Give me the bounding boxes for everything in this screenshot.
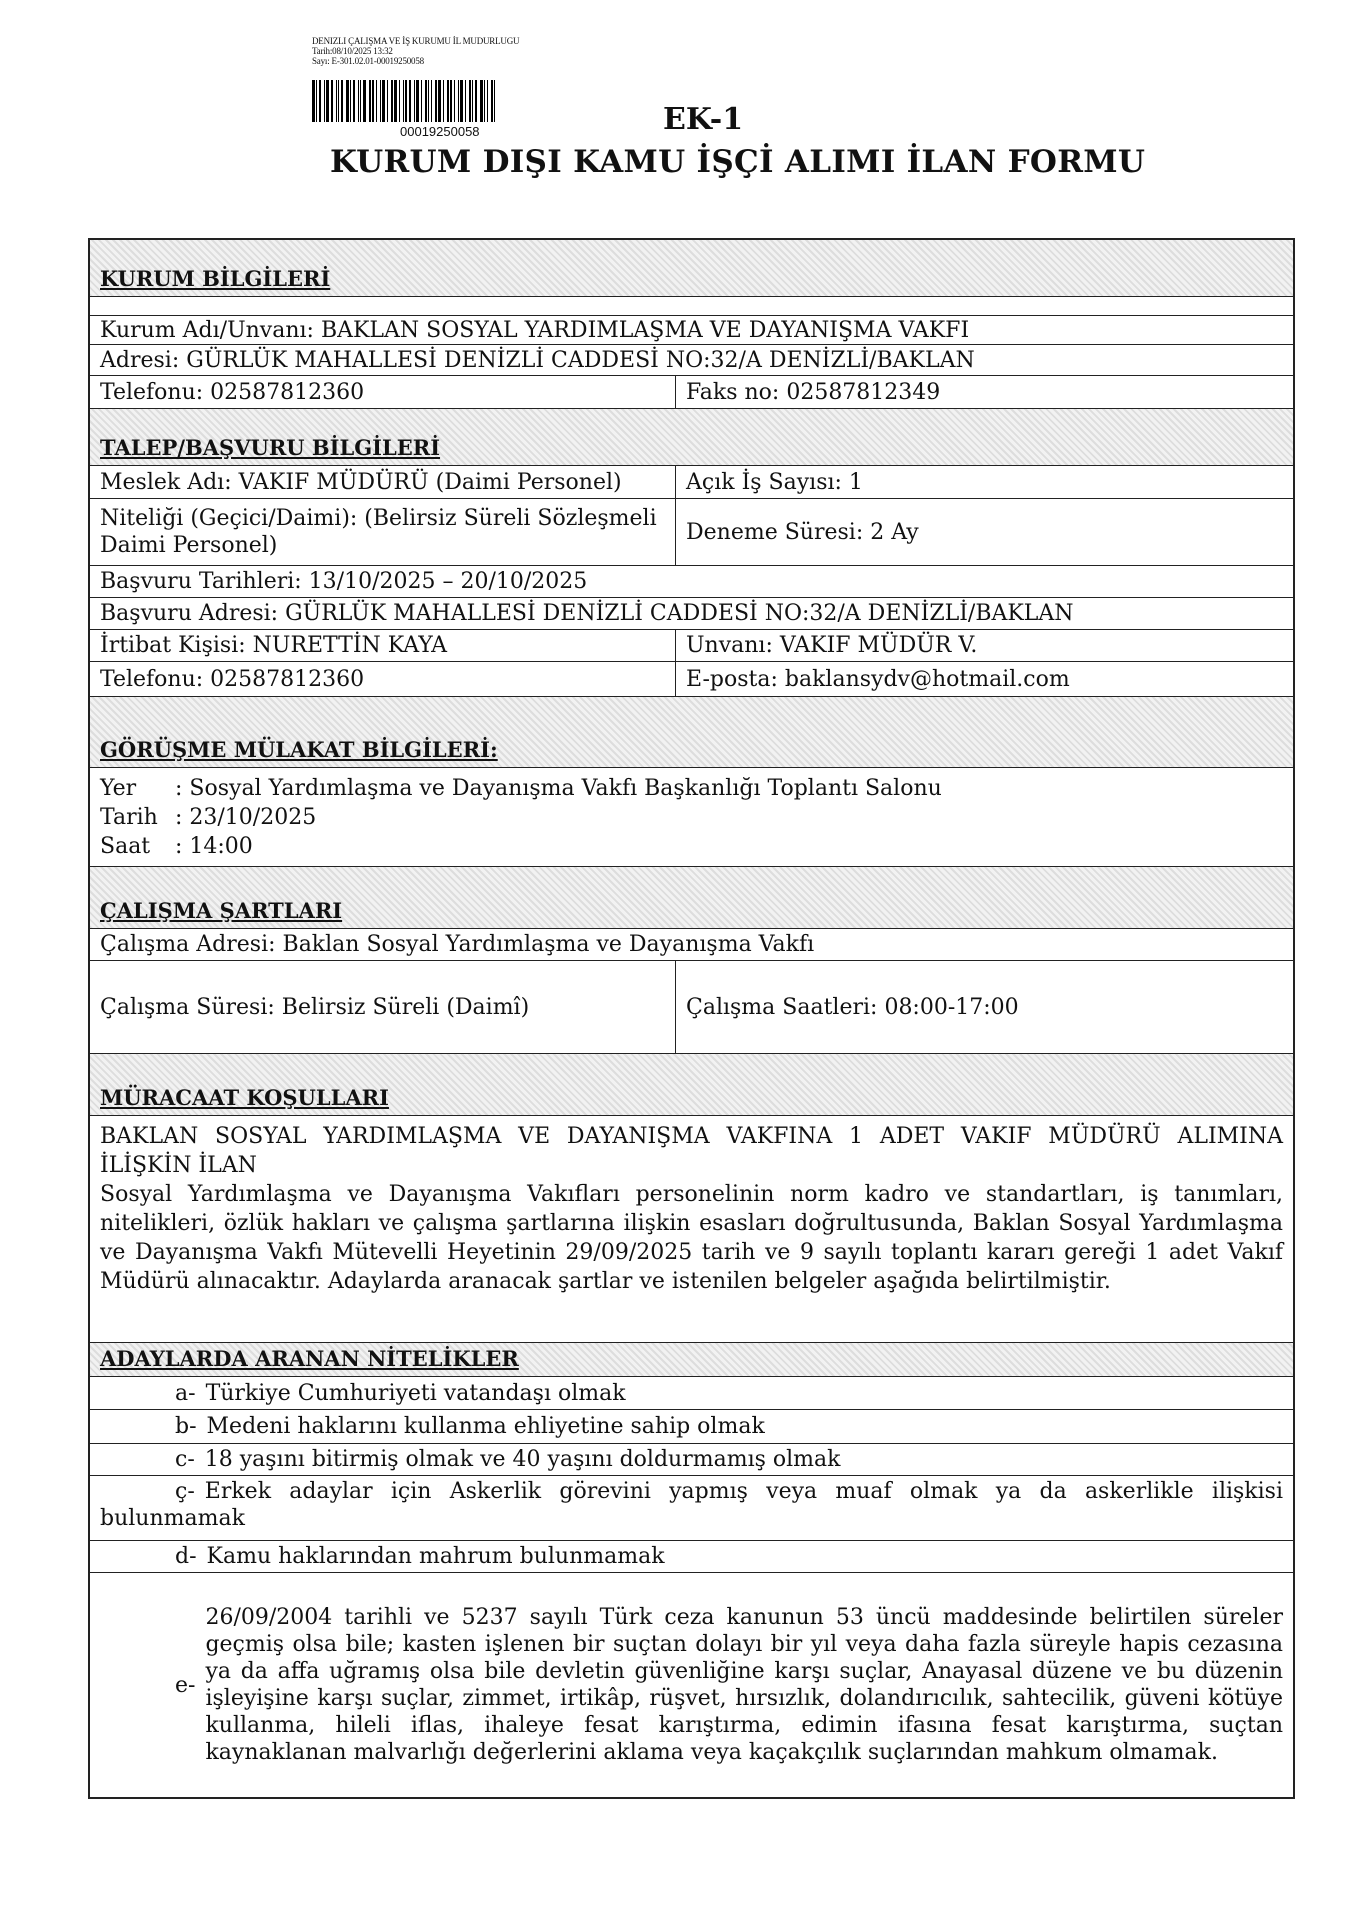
nitelik: Niteliği (Geçici/Daimi): (Belirsiz Süreli Sözleşmeli Daimi Personel): [90, 499, 676, 565]
barcode-bar: [353, 80, 355, 122]
barcode-bar: [336, 80, 337, 122]
barcode-bar: [465, 80, 466, 122]
ilan-body: Sosyal Yardımlaşma ve Dayanışma Vakıfları personelinin norm kadro ve standartları, iş tanımları, nitelikleri, özlük hakları ve çalışma şartlarına ilişkin esasları doğrultusunda, Baklan Sosyal Yardımlaşma ve Dayanışma Vakfı Mütevelli Heyetinin 29/09/2025 tarih ve 9 sayılı toplantı kararı gereği 1 adet Vakıf Müdürü alınacaktır. Adaylarda aranacak şartlar ve istenilen belgeler aşağıda belirtilmiştir.: [100, 1182, 1283, 1294]
barcode-bar: [338, 80, 339, 122]
item-label: d-: [175, 1544, 197, 1569]
saat-label: Saat: [100, 834, 151, 859]
barcode-bar: [387, 80, 388, 122]
barcode-bar: [324, 80, 325, 122]
barcode-bar: [443, 80, 444, 122]
barcode-bar: [487, 80, 488, 122]
nitelik-item: [90, 1541, 1293, 1573]
yer-label: Yer: [100, 776, 137, 801]
barcode-bar: [454, 80, 455, 122]
stamp-number: Sayı: E-301.02.01-00019250058: [312, 56, 424, 66]
barcode-bar: [416, 80, 419, 122]
item-label: b-: [175, 1414, 197, 1439]
unvan: Unvanı: VAKIF MÜDÜR V.: [686, 633, 978, 658]
kurum-faks: Faks no: 02587812349: [686, 379, 941, 405]
barcode-bar: [391, 80, 393, 122]
nitelik-item: [90, 1410, 1293, 1444]
section-title: ADAYLARDA ARANAN NİTELİKLER: [100, 1346, 519, 1371]
nitelik-item: [90, 1476, 1293, 1541]
item-text: Kamu haklarından mahrum bulunmamak: [206, 1544, 665, 1569]
basvuru-adres-row: [90, 598, 1293, 630]
section-gorusme-header: [90, 697, 1293, 768]
item-text: 26/09/2004 tarihli ve 5237 sayılı Türk ceza kanunun 53 üncü maddesinde belirtilen süreler geçmiş olsa bile; kasten işlenen bir suçtan dolayı bir yıl veya daha fazla süreyle hapis cezasına ya da affa uğramış olsa bile devletin güvenliğine karşı suçlar, Anayasal düzene ve bu düzenin işleyişine karşı suçlar, zimmet, irtikâp, rüşvet, hırsızlık, dolandırıcılık, sahtecilik, güveni kötüye kullanma, hileli iflas, ihaleye fesat karıştırma, edimin ifasına fesat karıştırma, suçtan kaynaklanan malvarlığı değerlerini aklama veya kaçakçılık suçlarından mahkum olmamak.: [205, 1605, 1283, 1765]
talep-contact-row: [90, 662, 1293, 697]
section-nitelikler-header: [90, 1343, 1293, 1377]
irtibat-row: [90, 630, 1293, 662]
barcode-bar: [475, 80, 477, 122]
tarih: : 23/10/2025: [175, 805, 317, 830]
barcode-bar: [428, 80, 429, 122]
barcode-bar: [469, 80, 471, 122]
basvuru-adres: Başvuru Adresi: GÜRLÜK MAHALLESİ DENİZLİ CADDESİ NO:32/A DENİZLİ/BAKLAN: [100, 601, 1074, 626]
barcode-bar: [438, 80, 441, 122]
barcode-bar: [376, 80, 377, 122]
kurum-contact-row: [90, 376, 1293, 409]
item-text: Medeni haklarını kullanma ehliyetine sahip olmak: [206, 1414, 765, 1439]
barcode-bar: [480, 80, 483, 122]
gorusme-details: [90, 768, 1293, 867]
section-title: TALEP/BAŞVURU BİLGİLERİ: [100, 435, 441, 460]
yer: : Sosyal Yardımlaşma ve Dayanışma Vakfı Başkanlığı Toplantı Salonu: [175, 776, 942, 801]
barcode-bar: [358, 80, 359, 122]
saat: : 14:00: [175, 834, 253, 859]
calisma-adres-row: [90, 929, 1293, 961]
barcode-bar: [435, 80, 437, 122]
barcode-bar: [450, 80, 452, 122]
item-label: ç-: [175, 1479, 195, 1504]
nitelik-item: [90, 1377, 1293, 1410]
kurum-adres: Adresi: GÜRLÜK MAHALLESİ DENİZLİ CADDESİ NO:32/A DENİZLİ/BAKLAN: [100, 347, 975, 373]
kurum-adres-row: [90, 345, 1293, 376]
tarih-label: Tarih: [100, 805, 158, 830]
barcode-bar: [409, 80, 411, 122]
basvuru-tarihleri: Başvuru Tarihleri: 13/10/2025 – 20/10/2025: [100, 569, 588, 594]
kurum-adi-row: [90, 315, 1293, 345]
barcode-bar: [341, 80, 343, 122]
barcode-bar: [484, 80, 485, 122]
section-title: ÇALIŞMA ŞARTLARI: [100, 898, 343, 923]
calisma-sure: Çalışma Süresi: Belirsiz Süreli (Daimî): [90, 961, 676, 1053]
section-calisma-header: [90, 867, 1293, 929]
calisma-saatleri: Çalışma Saatleri: 08:00-17:00: [686, 994, 1019, 1020]
barcode-bar: [425, 80, 427, 122]
meslek: Meslek Adı: VAKIF MÜDÜRÜ (Daimi Personel): [90, 466, 676, 498]
barcode-bar: [319, 80, 321, 122]
barcode-bar: [369, 80, 371, 122]
barcode-bar: [494, 80, 495, 122]
section-muracaat-header: [90, 1054, 1293, 1116]
talep-telefon: Telefonu: 02587812360: [90, 662, 676, 696]
meslek-row: [90, 466, 1293, 499]
annex-label: EK-1: [663, 102, 744, 137]
nitelikler-list: [90, 1377, 1293, 1797]
barcode-bar: [331, 80, 333, 122]
irtibat: İrtibat Kişisi: NURETTİN KAYA: [90, 630, 676, 661]
item-text: 18 yaşını bitirmiş olmak ve 40 yaşını doldurmamış olmak: [204, 1447, 841, 1472]
barcode-bar: [363, 80, 366, 122]
barcode-bar: [394, 80, 397, 122]
barcode-bar: [316, 80, 317, 122]
barcode-bar: [405, 80, 407, 122]
barcode-bar: [414, 80, 415, 122]
barcode-bar: [360, 80, 361, 122]
section-talep-header: [90, 409, 1293, 466]
item-label: e-: [175, 1672, 196, 1698]
tarihler-row: [90, 566, 1293, 598]
barcode-bar: [460, 80, 463, 122]
barcode-bar: [326, 80, 329, 122]
barcode-number: 00019250058: [400, 124, 480, 139]
barcode-bar: [447, 80, 449, 122]
barcode-bar: [491, 80, 493, 122]
barcode-bar: [312, 80, 315, 122]
barcode-bar: [380, 80, 381, 122]
ilan-text-row: [90, 1116, 1293, 1343]
nitelik-row: [90, 499, 1293, 566]
barcode-bar: [346, 80, 349, 122]
section-title: GÖRÜŞME MÜLAKAT BİLGİLERİ:: [100, 737, 498, 762]
item-label: c-: [175, 1447, 195, 1472]
section-title: KURUM BİLGİLERİ: [100, 266, 331, 291]
barcode: [312, 80, 597, 122]
kurum-adi: Kurum Adı/Unvanı: BAKLAN SOSYAL YARDIMLAŞMA VE DAYANIŞMA VAKFI: [100, 317, 970, 343]
barcode-bar: [458, 80, 459, 122]
page-title: KURUM DIŞI KAMU İŞÇİ ALIMI İLAN FORMU: [330, 144, 1146, 180]
barcode-bar: [421, 80, 422, 122]
stamp-office: DENIZLI ÇALIŞMA VE İŞ KURUMU İL MUDURLUGU: [312, 36, 520, 46]
kurum-telefon: Telefonu: 02587812360: [90, 376, 676, 408]
barcode-bar: [472, 80, 473, 122]
item-text: Erkek adaylar için Askerlik görevini yapmış veya muaf olmak ya da askerlikle ilişkisi bulunmamak: [100, 1479, 1283, 1531]
barcode-bar: [431, 80, 432, 122]
announcement-form: [88, 238, 1295, 1799]
ilan-title: BAKLAN SOSYAL YARDIMLAŞMA VE DAYANIŞMA VAKFINA 1 ADET VAKIF MÜDÜRÜ ALIMINA İLİŞKİN İLAN: [100, 1124, 1283, 1178]
eposta: E-posta: baklansydv@hotmail.com: [686, 666, 1070, 692]
nitelik-item: [90, 1444, 1293, 1476]
document-stamp: [312, 36, 519, 66]
acik-is: Açık İş Sayısı: 1: [686, 469, 863, 495]
calisma-sure-row: [90, 961, 1293, 1054]
calisma-adres: Çalışma Adresi: Baklan Sosyal Yardımlaşma ve Dayanışma Vakfı: [100, 932, 815, 957]
nitelik-item: [90, 1573, 1293, 1797]
barcode-bar: [403, 80, 404, 122]
item-text: Türkiye Cumhuriyeti vatandaşı olmak: [205, 1380, 626, 1406]
barcode-bar: [372, 80, 374, 122]
barcode-bar: [350, 80, 351, 122]
stamp-date: Tarih:08/10/2025 13:32: [312, 46, 393, 56]
barcode-bar: [382, 80, 385, 122]
section-kurum-header: [90, 240, 1293, 297]
barcode-bar: [399, 80, 400, 122]
section-title: MÜRACAAT KOŞULLARI: [100, 1085, 389, 1110]
deneme: Deneme Süresi: 2 Ay: [686, 519, 919, 545]
item-label: a-: [175, 1380, 196, 1406]
